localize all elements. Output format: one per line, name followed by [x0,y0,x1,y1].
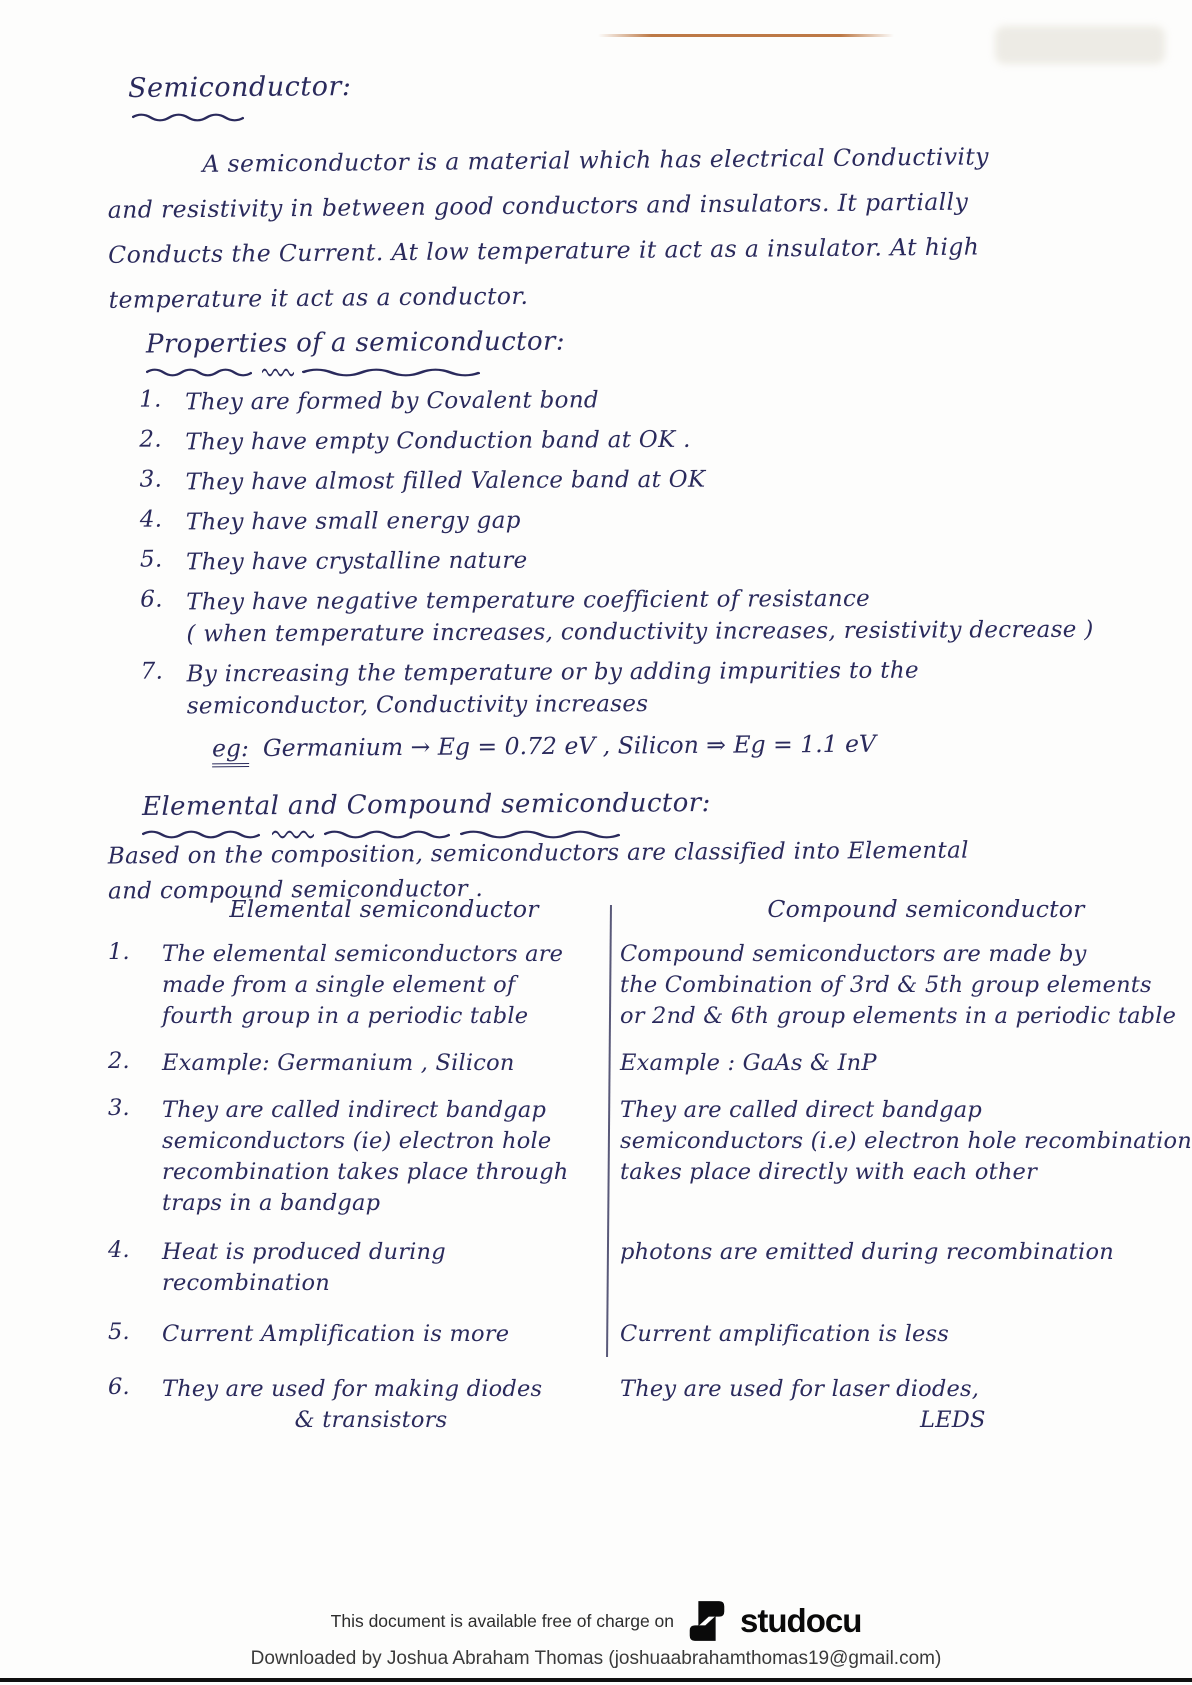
cell-line: Current Amplification is more [162,1321,510,1347]
cell-line: semiconductors (ie) electron hole [162,1128,552,1154]
wavy-underline-icon [262,368,294,377]
row-number: 3. [108,1095,130,1121]
intro-line: Based on the composition, semiconductors are classified into Elemental [107,837,969,870]
intro-line: and compound semiconductor . [108,875,484,905]
row-number: 1. [108,939,130,965]
list-item [139,421,1159,458]
download-attribution: Downloaded by Joshua Abraham Thomas (joshuaabrahamthomas19@gmail.com) [250,1648,942,1669]
item-number: 5. [139,546,163,573]
cell-line: made from a single element of [162,972,516,998]
example-note [212,730,876,763]
table-row [108,1048,1192,1079]
table-row [108,939,1192,1032]
comparison-table [108,895,1192,1436]
cell-line: Example : GaAs & InP [620,1050,877,1076]
item-line: semiconductor, Conductivity increases [186,691,649,720]
item-line: ( when temperature increases, conductivity increases, resistivity decrease ) [186,616,1094,648]
table-header-left: Elemental semiconductor [229,895,539,923]
bottom-rule [0,1678,1192,1682]
cell-line: Heat is produced during recombination [162,1239,446,1296]
list-item [140,581,1160,650]
item-line: They have almost filled Valence band at OK [185,466,706,496]
list-item [140,501,1160,538]
row-number: 6. [108,1374,130,1400]
properties-list [139,381,1161,730]
item-line: They are formed by Covalent bond [185,387,599,416]
wavy-underline-icon [302,368,480,377]
footer [0,1598,1192,1644]
cell-line: They are called direct bandgap [620,1097,982,1123]
cell-line: or 2nd & 6th group elements in a periodic table [620,1003,1177,1029]
example-label: eg: [212,734,249,767]
cell-line: Compound semiconductors are made by [620,941,1087,967]
list-item [141,653,1161,722]
intro-line: A semiconductor is a material which has electrical Conductivity [202,142,989,178]
item-line: They have negative temperature coefficient of resistance [186,585,871,616]
wavy-underline-icon [146,368,252,377]
item-number: 4. [139,506,163,533]
item-number: 6. [140,586,163,613]
studocu-brand: studocu [740,1602,862,1639]
cell-line: takes place directly with each other [620,1159,1038,1185]
row-number: 4. [108,1237,130,1263]
cell-line: LEDS [920,1407,986,1433]
item-line: They have crystalline nature [185,547,528,576]
cell-line: Current amplification is less [620,1321,950,1347]
cell-line: recombination takes place through [162,1159,569,1185]
wavy-underline-icon [132,113,244,122]
row-number: 5. [108,1319,130,1345]
intro-line: and resistivity in between good conductors and insulators. It partially [107,187,969,224]
example-text: Germanium → Eg = 0.72 eV , Silicon ⇒ Eg = 1.1 eV [262,729,877,762]
cell-line: The elemental semiconductors are [162,941,564,967]
item-number: 7. [140,658,164,685]
intro-line: temperature it act as a conductor. [108,281,529,314]
cell-line: photons are emitted during recombination [620,1239,1114,1265]
table-row [108,1374,1192,1436]
table-row [108,1095,1192,1219]
studocu-logo-icon [688,1598,726,1644]
item-line: By increasing the temperature or by adding impurities to the [186,657,919,688]
cell-line: They are used for making diodes [162,1376,543,1402]
cell-line: the Combination of 3rd & 5th group elements [620,972,1152,998]
cell-line: & transistors [294,1407,448,1433]
page-title: Semiconductor: [127,71,352,104]
table-row [108,1319,1192,1350]
table-row [108,1237,1192,1299]
item-number: 1. [139,386,162,413]
row-number: 2. [108,1048,130,1074]
table-header-right: Compound semiconductor [767,895,1085,923]
item-number: 3. [139,466,163,493]
intro-line: Conducts the Current. At low temperature it act as a insulator. At high [108,232,980,269]
list-item [140,461,1160,498]
list-item [139,381,1159,418]
properties-heading: Properties of a semiconductor: [145,326,566,360]
cell-line: fourth group in a periodic table [162,1003,529,1029]
footer-notice: This document is available free of charge on [330,1610,675,1631]
table-header-row [108,895,1192,923]
item-number: 2. [139,426,162,453]
cell-line: semiconductors (i.e) electron hole recombination [620,1128,1192,1154]
cell-line: traps in a bandgap [162,1190,381,1216]
scan-artifact-line [598,34,894,37]
item-line: They have small energy gap [185,507,521,536]
classification-heading: Elemental and Compound semiconductor: [141,788,711,822]
intro-paragraph [107,133,1117,323]
cell-line: They are called indirect bandgap [162,1097,547,1123]
cell-line: They are used for laser diodes, [620,1376,980,1402]
cell-line: Example: Germanium , Silicon [162,1050,515,1076]
list-item [140,541,1160,578]
item-line: They have empty Conduction band at OK . [185,426,691,456]
scan-artifact-smudge [995,26,1165,64]
